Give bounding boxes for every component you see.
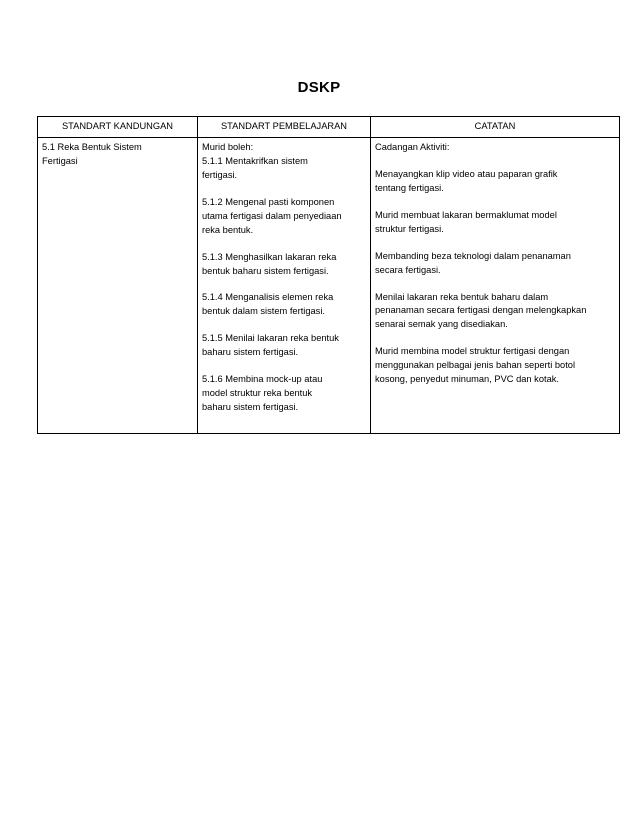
pembelajaran-line: 5.1.4 Menganalisis elemen reka: [202, 292, 334, 303]
pembelajaran-line: 5.1.2 Mengenal pasti komponen: [202, 196, 335, 207]
pembelajaran-line: reka bentuk.: [202, 224, 254, 235]
pembelajaran-intro: Murid boleh:: [202, 141, 254, 152]
catatan-item-3: [375, 250, 616, 278]
kandungan-line: Fertigasi: [42, 155, 78, 166]
table-header-row: [38, 117, 620, 138]
catatan-item-5: [375, 345, 616, 387]
catatan-line: menggunakan pelbagai jenis bahan seperti botol: [375, 360, 576, 371]
table-row: [38, 137, 620, 433]
pembelajaran-line: bentuk dalam sistem fertigasi.: [202, 306, 325, 317]
page-title: DSKP: [297, 79, 341, 96]
kandungan-cell: [38, 137, 198, 433]
pembelajaran-item-1: [202, 141, 367, 183]
catatan-line: kosong, penyedut minuman, PVC dan kotak.: [375, 374, 559, 385]
header-standart-kandungan: STANDART KANDUNGAN: [38, 117, 198, 138]
catatan-intro: Cadangan Aktiviti:: [375, 141, 450, 152]
catatan-line: Membanding beza teknologi dalam penanaman: [375, 250, 571, 261]
pembelajaran-item-6: [202, 373, 367, 415]
pembelajaran-item-5: [202, 332, 367, 360]
pembelajaran-line: baharu sistem fertigasi.: [202, 402, 299, 413]
pembelajaran-item-4: [202, 291, 367, 319]
catatan-line: Menilai lakaran reka bentuk baharu dalam: [375, 291, 549, 302]
pembelajaran-line: 5.1.3 Menghasilkan lakaran reka: [202, 251, 337, 262]
pembelajaran-item-3: [202, 251, 367, 279]
catatan-item-1: [375, 168, 616, 196]
header-standart-pembelajaran: STANDART PEMBELAJARAN: [198, 117, 371, 138]
pembelajaran-line: 5.1.5 Menilai lakaran reka bentuk: [202, 333, 339, 344]
catatan-line: Murid membina model struktur fertigasi dengan: [375, 346, 570, 357]
pembelajaran-line: fertigasi.: [202, 169, 238, 180]
pembelajaran-line: baharu sistem fertigasi.: [202, 347, 299, 358]
pembelajaran-line: bentuk baharu sistem fertigasi.: [202, 265, 329, 276]
catatan-line: senarai semak yang disediakan.: [375, 319, 508, 330]
catatan-intro-block: [375, 141, 616, 155]
pembelajaran-line: 5.1.6 Membina mock-up atau: [202, 374, 323, 385]
pembelajaran-cell: [198, 137, 371, 433]
catatan-line: secara fertigasi.: [375, 264, 441, 275]
kandungan-text: [42, 141, 194, 169]
catatan-item-2: [375, 209, 616, 237]
catatan-line: struktur fertigasi.: [375, 223, 444, 234]
pembelajaran-line: 5.1.1 Mentakrifkan sistem: [202, 155, 308, 166]
pembelajaran-line: utama fertigasi dalam penyediaan: [202, 210, 342, 221]
dskp-table: [37, 116, 620, 434]
catatan-line: penanaman secara fertigasi dengan melengkapkan: [375, 305, 587, 316]
catatan-line: Menayangkan klip video atau paparan grafik: [375, 168, 558, 179]
catatan-line: tentang fertigasi.: [375, 182, 444, 193]
kandungan-line: 5.1 Reka Bentuk Sistem: [42, 141, 142, 152]
catatan-item-4: [375, 291, 616, 333]
pembelajaran-line: model struktur reka bentuk: [202, 388, 313, 399]
pembelajaran-item-2: [202, 196, 367, 238]
header-catatan: CATATAN: [371, 117, 620, 138]
catatan-line: Murid membuat lakaran bermaklumat model: [375, 209, 557, 220]
catatan-cell: [371, 137, 620, 433]
